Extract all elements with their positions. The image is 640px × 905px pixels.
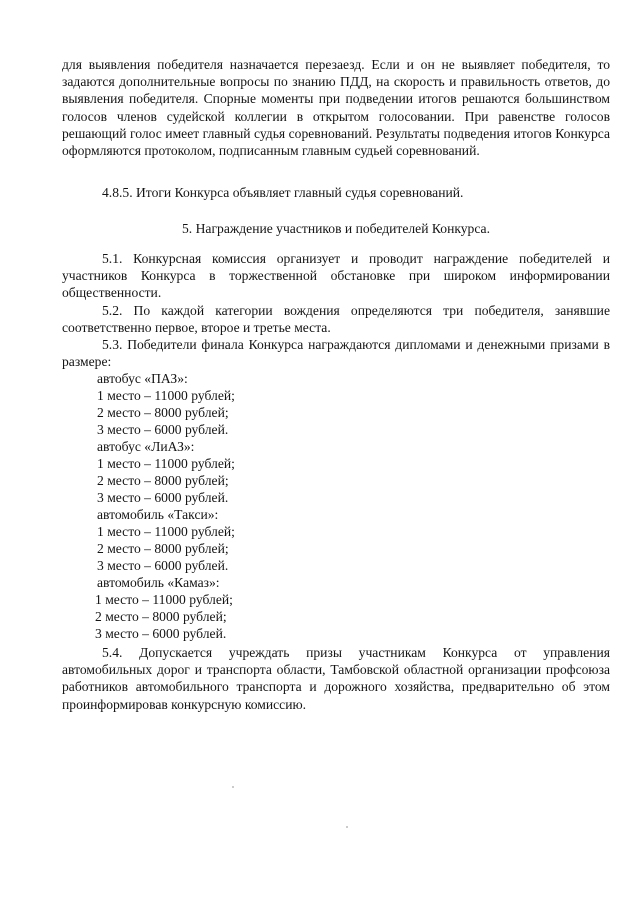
prize-line: 2 место – 8000 рублей; xyxy=(97,541,229,556)
prize-line: 2 место – 8000 рублей; xyxy=(97,473,229,488)
section-5-title: 5. Награждение участников и победителей Конкурса. xyxy=(182,221,490,236)
item-4-8-5: 4.8.5. Итоги Конкурса объявляет главный судья соревнований. xyxy=(102,185,464,200)
scan-speck xyxy=(346,826,348,828)
continuation-paragraph: для выявления победителя назначается перезаезд. Если и он не выявляет победителя, то задаются дополнительные вопросы по знанию ПДД, на скорость и правильность ответов, до выявления победителя. Спорные моменты при подведении итогов решаются большинством голосов членов судейской коллегии в открытом голосовании. При равенстве голосов решающий голос имеет главный судья соревнований. Результаты подведения итогов Конкурса оформляются протоколом, подписанным главным судьей соревнований. xyxy=(62,57,610,159)
prize-category: автобус «ЛиАЗ»: xyxy=(97,439,195,454)
prize-category: автобус «ПАЗ»: xyxy=(97,371,188,386)
item-5-4: 5.4. Допускается учреждать призы участникам Конкурса от управления автомобильных дорог и транспорта области, Тамбовской областной организации профсоюза работников автомобильного транспорта и дорожного хозяйства, предварительно об этом проинформировав конкурсную комиссию. xyxy=(62,645,610,712)
item-5-1: 5.1. Конкурсная комиссия организует и проводит награждение победителей и участников Конкурса в торжественной обстановке при широком информировании общественности. xyxy=(62,251,610,301)
item-5-3: 5.3. Победители финала Конкурса награждаются дипломами и денежными призами в размере: xyxy=(62,337,610,370)
prize-line: 2 место – 8000 рублей; xyxy=(97,405,229,420)
scan-speck xyxy=(232,786,234,788)
item-5-2: 5.2. По каждой категории вождения определяются три победителя, занявшие соответственно первое, второе и третье места. xyxy=(62,303,610,336)
prize-line: 2 место – 8000 рублей; xyxy=(95,609,227,624)
prize-line: 1 место – 11000 рублей; xyxy=(97,388,235,403)
prize-line: 3 место – 6000 рублей. xyxy=(97,558,229,573)
prize-line: 1 место – 11000 рублей; xyxy=(97,456,235,471)
prize-category: автомобиль «Такси»: xyxy=(97,507,219,522)
prize-line: 1 место – 11000 рублей; xyxy=(97,524,235,539)
prize-category: автомобиль «Камаз»: xyxy=(97,575,220,590)
prize-line: 3 место – 6000 рублей. xyxy=(97,490,229,505)
prize-line: 1 место – 11000 рублей; xyxy=(95,592,233,607)
prize-line: 3 место – 6000 рублей. xyxy=(97,422,229,437)
prize-line: 3 место – 6000 рублей. xyxy=(95,626,227,641)
